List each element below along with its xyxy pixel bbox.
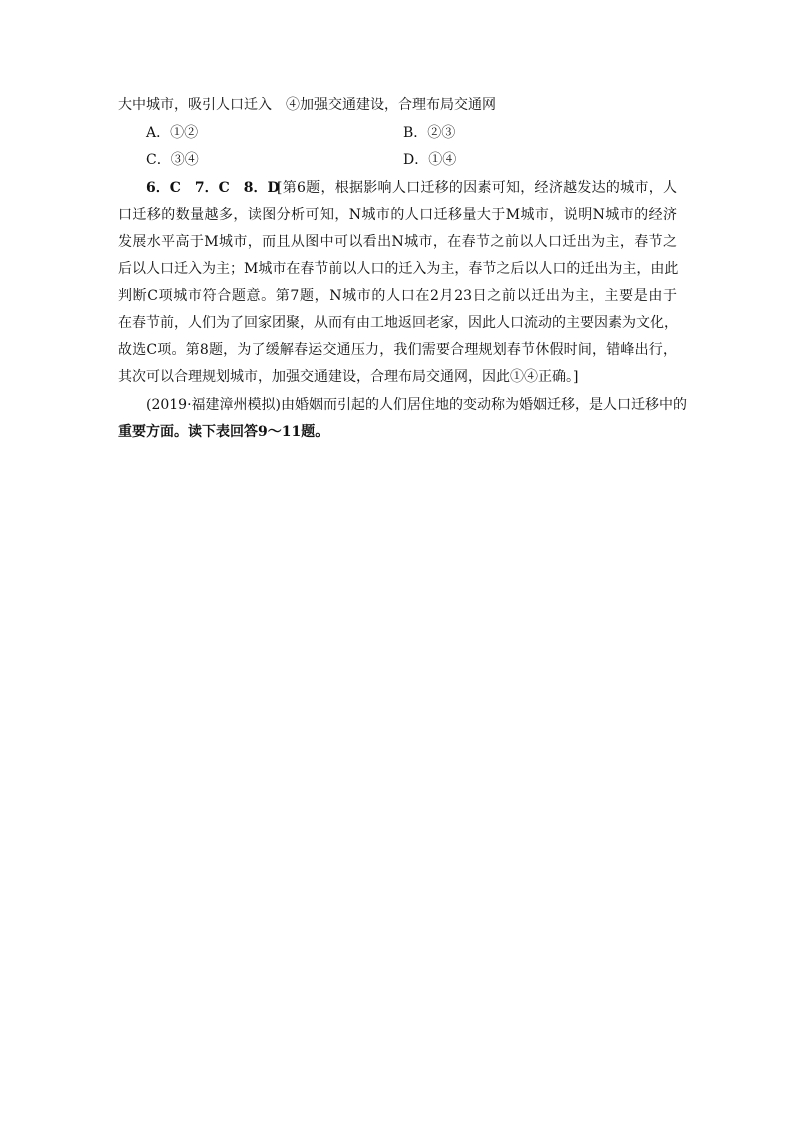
option-d: D．①④ <box>403 152 457 168</box>
answer-explanation-line: 后以人口迁入为主；M城市在春节前以人口的迁入为主，春节之后以人口的迁出为主，由此 <box>118 261 679 277</box>
answer-explanation-line: 口迁移的数量越多，读图分析可知，N城市的人口迁移量大于M城市，说明N城市的经济 <box>118 207 677 223</box>
option-a: A．①② <box>146 125 199 141</box>
next-question-intro-cont: 重要方面。读下表回答9～11题。 <box>118 424 330 440</box>
answer-explanation-line: 判断C项城市符合题意。第7题，N城市的人口在2月23日之前以迁出为主，主要是由于 <box>118 288 677 304</box>
answer-explanation-line: 在春节前，人们为了回家团聚，从而有由工地返回老家，因此人口流动的主要因素为文化， <box>118 315 678 331</box>
answer-explanation-line: 故选C项。第8题，为了缓解春运交通压力，我们需要合理规划春节休假时间，错峰出行， <box>118 342 677 358</box>
option-b: B．②③ <box>403 125 456 141</box>
next-question-intro: (2019·福建漳州模拟)由婚姻而引起的人们居住地的变动称为婚姻迁移，是人口迁移中的 <box>146 397 688 413</box>
answer-explanation-line: 其次可以合理规划城市，加强交通建设，合理布局交通网，因此①④正确。] <box>118 369 579 385</box>
option-c: C．③④ <box>146 152 199 168</box>
answer-explanation-line: 发展水平高于M城市，而且从图中可以看出N城市，在春节之前以人口迁出为主，春节之 <box>118 234 677 250</box>
answer-keys: 6．C 7．C 8．D <box>146 180 280 196</box>
answer-explanation-line: [第6题，根据影响人口迁移的因素可知，经济越发达的城市，人 <box>277 180 677 196</box>
question-stem-tail: 大中城市，吸引人口迁入 ④加强交通建设，合理布局交通网 <box>118 97 496 113</box>
